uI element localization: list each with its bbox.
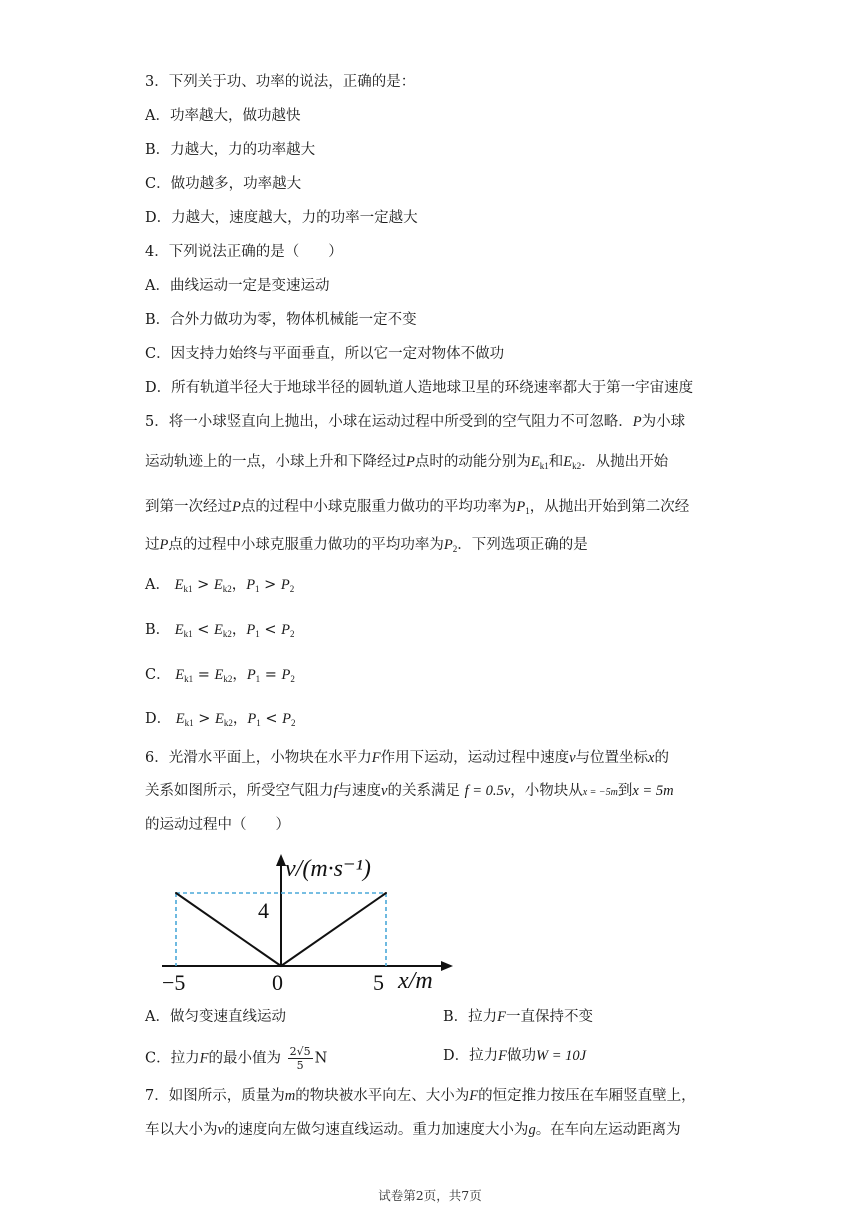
q6-option-a: A．做匀变速直线运动 bbox=[145, 1009, 286, 1025]
q5-option-c: C． $E_{k1} = E_{k2}$，$P_1 = P_2$ bbox=[145, 667, 295, 684]
page-footer: 试卷第2页，共7页 bbox=[378, 1188, 482, 1203]
q5-line-4: 过P点的过程中小球克服重力做功的平均功率为$P_2$．下列选项正确的是 bbox=[145, 537, 588, 554]
q5-line-3: 到第一次经过P点的过程中小球克服重力做功的平均功率为$P_1$，从抛出开始到第二次经 bbox=[145, 499, 690, 516]
fraction: $\frac{2√5}{5}$ bbox=[289, 1045, 311, 1072]
x-tick-5: 5 bbox=[373, 970, 384, 995]
data-point bbox=[175, 892, 177, 894]
q5-option-d: D． $E_{k1} > E_{k2}$，$P_1 < P_2$ bbox=[145, 711, 296, 728]
q3-option-a: A．功率越大，做功越快 bbox=[145, 108, 301, 124]
x-tick-0: 0 bbox=[272, 970, 283, 995]
v-x-graph bbox=[150, 848, 470, 998]
x-tick-neg5: −5 bbox=[162, 970, 186, 995]
q4-stem: 4．下列说法正确的是（ ） bbox=[145, 244, 343, 260]
q7-line-2: 车以大小为v的速度向左做匀速直线运动。重力加速度大小为g。在车向左运动距离为 bbox=[145, 1122, 681, 1138]
y-axis-label: v/(m·s⁻¹) bbox=[285, 856, 371, 882]
q5-line-2: 运动轨迹上的一点，小球上升和下降经过P点时的动能分别为$E_{k1}$和$E_{k2}$．从抛出开始 bbox=[145, 454, 669, 471]
data-point bbox=[385, 892, 387, 894]
q3-option-d: D．力越大，速度越大，力的功率一定越大 bbox=[145, 210, 418, 226]
x-axis-label: x/m bbox=[398, 968, 433, 994]
q6-line-2: 关系如图所示，所受空气阻力f与速度v的关系满足 f = 0.5v，小物块从x = −5m到x = 5m bbox=[145, 783, 674, 799]
q3-option-c: C．做功越多，功率越大 bbox=[145, 176, 302, 192]
y-tick-4: 4 bbox=[258, 898, 269, 923]
x-axis-arrow-icon bbox=[441, 961, 453, 971]
data-point bbox=[280, 965, 282, 967]
q3-stem: 3．下列关于功、功率的说法，正确的是： bbox=[145, 74, 416, 90]
q6-option-d: D．拉力F做功W = 10J bbox=[443, 1048, 587, 1064]
q5-option-b: B． $E_{k1} < E_{k2}$，$P_1 < P_2$ bbox=[145, 622, 295, 639]
q3-option-b: B．力越大，力的功率越大 bbox=[145, 142, 316, 158]
q6-option-c: C．拉力F的最小值为 $\frac{2√5}{5}$ N bbox=[145, 1045, 328, 1072]
q5-option-a: A． $E_{k1} > E_{k2}$，$P_1 > P_2$ bbox=[145, 577, 295, 594]
q7-line-1: 7．如图所示，质量为m的物块被水平向左、大小为F的恒定推力按压在车厢竖直壁上， bbox=[145, 1088, 696, 1104]
q4-option-b: B．合外力做功为零，物体机械能一定不变 bbox=[145, 312, 417, 328]
q5-line-1: 5．将一小球竖直向上抛出，小球在运动过程中所受到的空气阻力不可忽略．P为小球 bbox=[145, 414, 686, 430]
q6-line-3: 的运动过程中（ ） bbox=[145, 817, 290, 833]
q4-option-a: A．曲线运动一定是变速运动 bbox=[145, 278, 330, 294]
q4-option-d: D．所有轨道半径大于地球半径的圆轨道人造地球卫星的环绕速率都大于第一宇宙速度 bbox=[145, 380, 694, 396]
q4-option-c: C．因支持力始终与平面垂直，所以它一定对物体不做功 bbox=[145, 346, 505, 362]
q6-line-1: 6．光滑水平面上，小物块在水平力F作用下运动，运动过程中速度v与位置坐标x的 bbox=[145, 750, 669, 766]
q6-option-b: B．拉力F一直保持不变 bbox=[443, 1009, 594, 1025]
